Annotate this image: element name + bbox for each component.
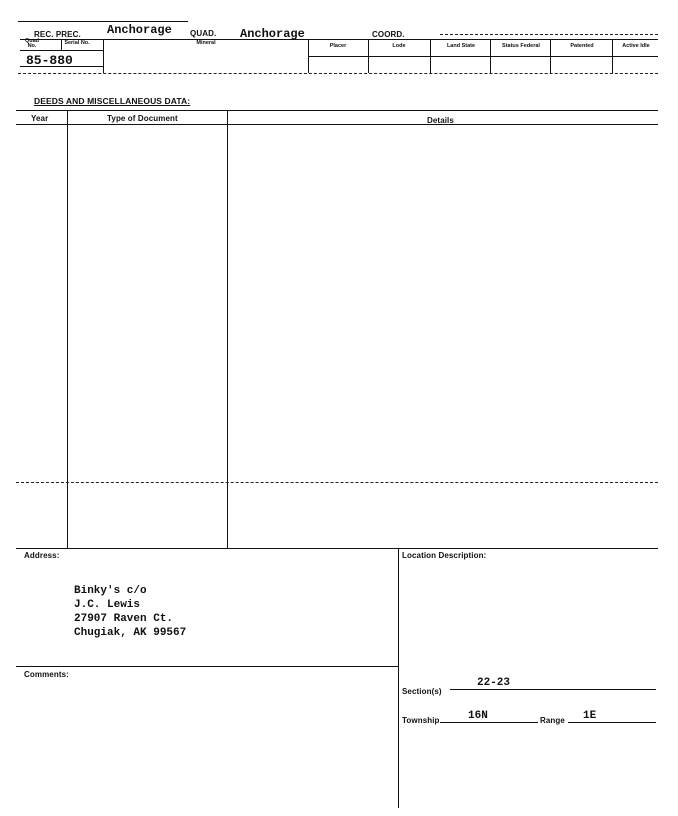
deeds-title: DEEDS AND MISCELLANEOUS DATA:	[34, 96, 191, 106]
coord-dash-rule	[440, 34, 658, 35]
divider	[61, 39, 62, 50]
comments-label: Comments:	[24, 670, 69, 679]
divider	[103, 39, 104, 73]
col-status-federal: Status Federal	[502, 43, 540, 50]
deeds-top-rule	[16, 110, 658, 111]
column-header-rule-right	[308, 56, 658, 57]
sections-blank	[450, 689, 656, 690]
col-active-idle: Active Idle	[622, 43, 650, 50]
coord-label: COORD.	[372, 30, 405, 39]
col-quad-no: Quad No.	[24, 37, 40, 49]
header-top-rule	[18, 21, 188, 22]
divider	[612, 39, 613, 73]
col-placer: Placer	[329, 43, 347, 50]
deeds-col-details: Details	[427, 116, 454, 125]
col-patented: Patented	[570, 43, 594, 50]
deeds-header-rule	[16, 124, 658, 125]
address-line: J.C. Lewis	[74, 599, 141, 611]
township-value: 16N	[468, 710, 488, 722]
location-label: Location Description:	[402, 551, 487, 560]
rec-prec-value: Anchorage	[107, 23, 172, 37]
record-dash-rule	[18, 73, 658, 74]
quad-label: QUAD.	[190, 29, 217, 38]
range-blank	[568, 722, 656, 723]
deeds-col-type: Type of Document	[107, 114, 178, 123]
column-header-rule	[20, 50, 104, 51]
col-serial-no: Serial No.	[64, 40, 90, 47]
divider	[490, 39, 491, 73]
sections-value: 22-23	[477, 677, 511, 689]
address-line: Chugiak, AK 99567	[74, 627, 187, 639]
divider	[550, 39, 551, 73]
col-mineral: Mineral	[196, 40, 216, 47]
deeds-col-year: Year	[31, 114, 49, 123]
deeds-bottom-rule	[16, 548, 658, 549]
record-row-rule	[20, 66, 104, 67]
address-line: 27907 Raven Ct.	[74, 613, 174, 625]
quad-value: Anchorage	[240, 27, 305, 41]
record-number: 85-880	[26, 53, 73, 68]
address-line: Binky's c/o	[74, 585, 147, 597]
divider	[368, 39, 369, 73]
col-land-state: Land State	[446, 43, 476, 50]
address-block	[74, 584, 186, 640]
address-label: Address:	[24, 551, 60, 560]
sections-label: Section(s)	[402, 687, 442, 696]
range-value: 1E	[583, 710, 597, 722]
rec-prec-label: REC. PREC.	[34, 30, 81, 39]
range-label: Range	[540, 716, 565, 725]
divider	[308, 39, 309, 73]
township-blank	[440, 722, 538, 723]
address-bottom-rule	[16, 666, 398, 667]
bottom-panel-divider	[398, 548, 399, 808]
deeds-dash-rule	[16, 482, 658, 483]
divider	[430, 39, 431, 73]
township-label: Township	[402, 716, 440, 725]
col-lode: Lode	[392, 43, 406, 50]
